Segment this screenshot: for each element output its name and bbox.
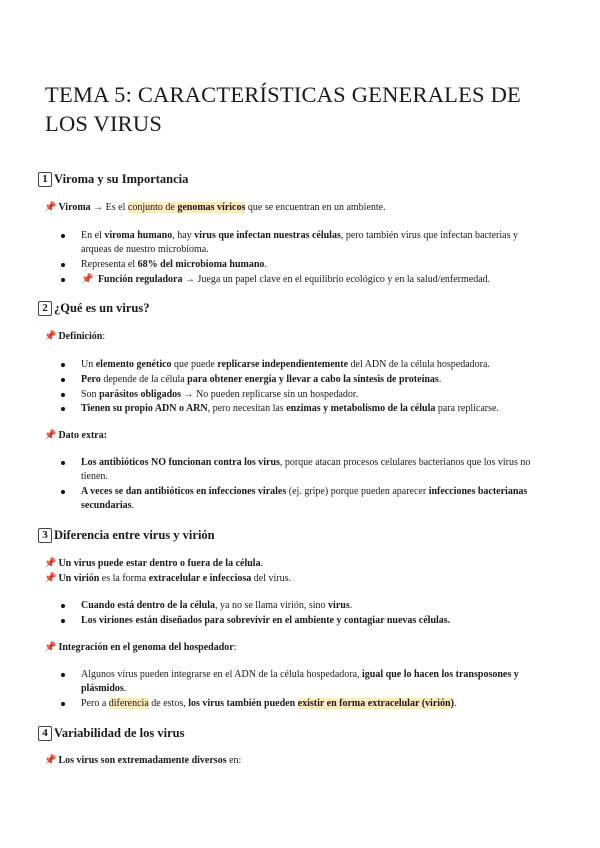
list-item: Los antibióticos NO funcionan contra los virus, porque atacan procesos celulares bacterianos que los virus no tienen. (65, 456, 550, 484)
section-title: Variabilidad de los virus (54, 726, 185, 740)
list-item: Los viriones están diseñados para sobrevivir en el ambiente y contagiar nuevas células. (65, 614, 550, 628)
paragraph-virus: 📌 Un virus puede estar dentro o fuera de la célula. (44, 558, 264, 569)
list-item: A veces se dan antibióticos en infecciones virales (ej. gripe) porque pueden aparecer infecciones bacterianas secundarias. (65, 485, 550, 513)
section-heading-2 (38, 301, 150, 316)
pushpin-icon: 📌 (44, 202, 57, 213)
number-badge: 4 (38, 726, 52, 741)
list-item: Representa el 68% del microbioma humano. (65, 258, 550, 272)
pushpin-icon: 📌 (44, 573, 57, 584)
paragraph-definicion: 📌 Definición: (44, 331, 106, 342)
paragraph-virion: 📌 Un virión es la forma extracelular e infecciosa del virus. (44, 573, 292, 584)
list-item: Son parásitos obligados → No pueden replicarse sin un hospedador. (65, 388, 550, 402)
list-item: Pero a diferencia de estos, los virus también pueden existir en forma extracelular (virión). (65, 697, 550, 711)
section-title: Viroma y su Importancia (54, 172, 189, 186)
number-badge: 2 (38, 301, 52, 316)
section-title: Diferencia entre virus y virión (54, 528, 215, 542)
list-item: En el viroma humano, hay virus que infectan nuestras células, pero también virus que infectan bacterias y arqueas de nuestro microbioma. (65, 229, 550, 257)
paragraph-viroma: 📌 Viroma → Es el conjunto de genomas víricos que se encuentran en un ambiente. (44, 202, 386, 213)
paragraph-dato-extra: 📌 Dato extra: (44, 430, 108, 441)
section-heading-3 (38, 528, 215, 543)
section-heading-4 (38, 726, 184, 741)
pushpin-icon: 📌 (44, 430, 57, 441)
section-heading-1 (38, 172, 188, 187)
list-item: Pero depende de la célula para obtener energía y llevar a cabo la síntesis de proteínas. (65, 373, 550, 387)
pushpin-icon: 📌 (44, 642, 57, 653)
paragraph-integracion: 📌 Integración en el genoma del hospedador: (44, 642, 237, 653)
number-badge: 1 (38, 172, 52, 187)
pushpin-icon: 📌 (44, 755, 57, 766)
list-item: Cuando está dentro de la célula, ya no se llama virión, sino virus. (65, 599, 550, 613)
list-item: Tienen su propio ADN o ARN, pero necesitan las enzimas y metabolismo de la célula para replicarse. (65, 402, 550, 416)
list-item: 📌 Función reguladora → Juega un papel clave en el equilibrio ecológico y en la salud/enfermedad. (65, 273, 550, 287)
pushpin-icon: 📌 (44, 558, 57, 569)
page-title: TEMA 5: CARACTERÍSTICAS GENERALES DE LOS VIRUS (45, 82, 521, 136)
paragraph-variabilidad: 📌 Los virus son extremadamente diversos en: (44, 755, 242, 766)
list-item: Un elemento genético que puede replicarse independientemente del ADN de la célula hospedadora. (65, 358, 550, 372)
number-badge: 3 (38, 528, 52, 543)
pushpin-icon: 📌 (44, 331, 57, 342)
list-item: Algunos virus pueden integrarse en el ADN de la célula hospedadora, igual que lo hacen los transposones y plásmidos. (65, 668, 550, 696)
pushpin-icon: 📌 (81, 274, 94, 285)
section-title: ¿Qué es un virus? (54, 301, 150, 315)
